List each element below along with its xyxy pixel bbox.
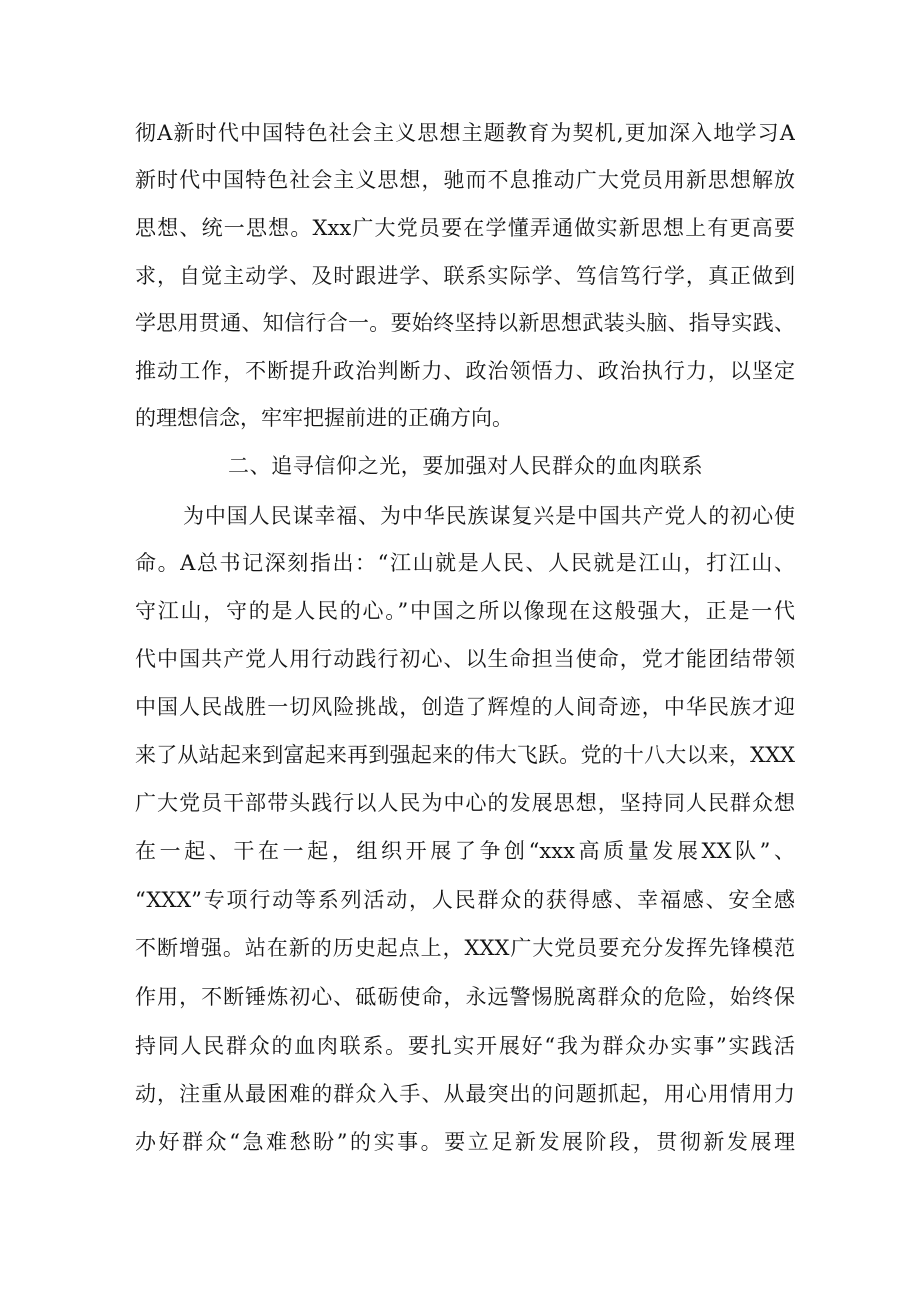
paragraph-line: 代中国共产党人用行动践行初心、以生命担当使命，党才能团结带领 — [135, 647, 795, 671]
paragraph-line: 不断增强。站在新的历史起点上，XXX广大党员要充分发挥先锋模范 — [135, 936, 795, 960]
paragraph-line: 办好群众“急难愁盼”的实事。要立足新发展阶段，贯彻新发展理 — [135, 1130, 795, 1154]
paragraph-line: 为中国人民谋幸福、为中华民族谋复兴是中国共产党人的初心使 — [183, 504, 795, 528]
paragraph-line: 作用，不断锤炼初心、砥砺使命，永远警惕脱离群众的危险，始终保 — [135, 985, 795, 1009]
paragraph-line: 新时代中国特色社会主义思想，驰而不息推动广大党员用新思想解放 — [135, 168, 795, 192]
paragraph-line: 来了从站起来到富起来再到强起来的伟大飞跃。党的十八大以来，XXX — [135, 743, 795, 767]
paragraph-line: 学思用贯通、知信行合一。要始终坚持以新思想武装头脑、指导实践、 — [135, 311, 795, 335]
paragraph-line: 求，自觉主动学、及时跟进学、联系实际学、笃信笃行学，真正做到 — [135, 264, 795, 288]
paragraph-line: 的理想信念，牢牢把握前进的正确方向。 — [135, 406, 513, 430]
paragraph-line: 动，注重从最困难的群众入手、从最突出的问题抓起，用心用情用力 — [135, 1082, 795, 1106]
paragraph-line: 命。A总书记深刻指出：“江山就是人民、人民就是江山，打江山、 — [135, 551, 795, 575]
paragraph-line: 广大党员干部带头践行以人民为中心的发展思想，坚持同人民群众想 — [135, 791, 795, 815]
paragraph-line: 守江山，守的是人民的心。”中国之所以像现在这般强大，正是一代 — [135, 599, 795, 623]
paragraph-line: 在一起、干在一起，组织开展了争创“xxx高质量发展XX队”、 — [135, 839, 795, 863]
paragraph-line: 思想、统一思想。Xxx广大党员要在学懂弄通做实新思想上有更高要 — [135, 216, 795, 240]
paragraph-line: 推动工作，不断提升政治判断力、政治领悟力、政治执行力，以坚定 — [135, 359, 795, 383]
paragraph-line: 持同人民群众的血肉联系。要扎实开展好“我为群众办实事”实践活 — [135, 1034, 795, 1058]
paragraph-line: “XXX”专项行动等系列活动，人民群众的获得感、幸福感、安全感 — [135, 888, 795, 912]
paragraph-line: 彻A新时代中国特色社会主义思想主题教育为契机,更加深入地学习A — [135, 121, 795, 145]
paragraph-line: 中国人民战胜一切风险挑战，创造了辉煌的人间奇迹，中华民族才迎 — [135, 695, 795, 719]
section-heading: 二、追寻信仰之光，要加强对人民群众的血肉联系 — [228, 454, 704, 478]
